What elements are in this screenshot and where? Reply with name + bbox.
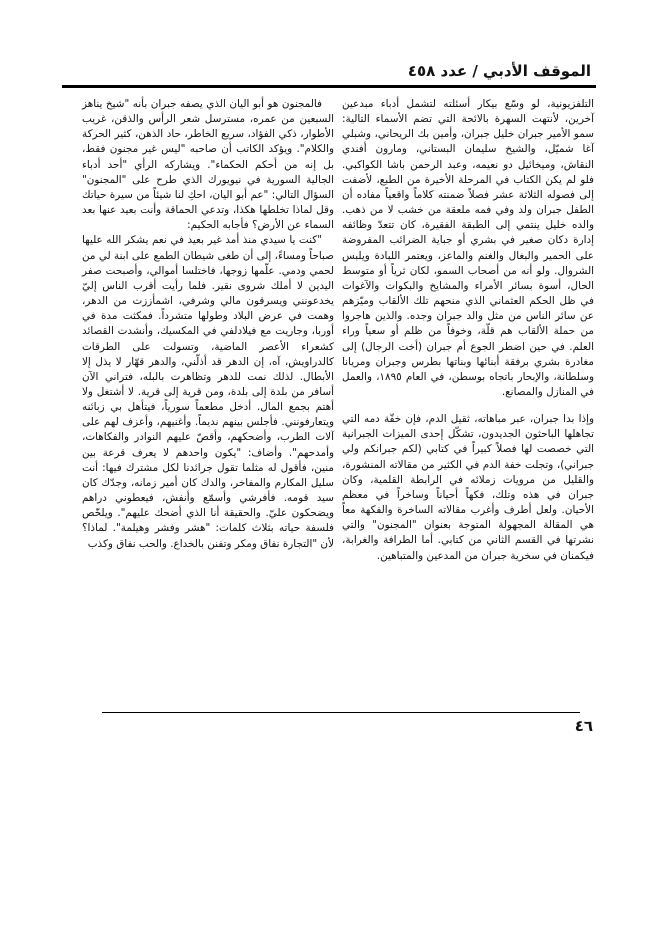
paragraph: فالمجنون هو أبو اليان الذي يصفه جبران بأنه "شيخ يناهز السبعين من عمره، مسترسل شعر الرأس والذقن، غريب الأطوار، ذكي الفؤاد، سريع الخاطر، حاد الذهن، كثير الحركة والكلام". ويؤكد الكاتب أن صاحبه "ليس غير مجنون فقط، بل إنه من أحكم الحكماء". ويشاركه الرأي "أحد أدباء الجالية السورية في نيويورك الذي طرح على "المجنون" السؤال التالي: "عم أبو اليان، احكِ لنا شيئاً من سيرة حياتك وقل لماذا تخلطها هكذا، وتدعي الحماقة وأنت بعيد عنها بعد السماء عن الأرض؟ فأجابه الحكيم: xyxy=(82,98,334,232)
paragraph: التلفزيونية، لو وسّع بيكار أسئلته لتشمل أدباء مبدعين آخرين، لأنتهت السهرة بالائحة التي تضم الأسماء التالية: سمو الأمير جبران خليل جبران، وأمين بك الريحاني، وشبلي آغا شميّل، والشيخ سليمان البستاني، ومارون أفندي النقاش، وميخائيل دو نعيمه، وعبد الرحمن باشا الكواكبي. فلو لم يكن الكتاب في المرحلة الأخيرة من الطبع، لأضفت إلى فصوله الثلاثة عشر فصلاً ضمنته كلاماً واقعياً مفاده أن الطفل جبران ولد وفي فمه ملعقة من خشب لا من ذهب. والده خليل ينتمي إلى الطبقة الفقيرة، كان تتعدّ وظائفه إدارة دكان صغير في بشري أو جباية الضرائب المفروضة على الحمير والبغال والغنم والماعز، ويعتمر اللبادة ويلبس الشروال. ولو أنه من أصحاب السمو، لكان ثرياً أو متوسط الحال، أسوة بسائر الأمراء والمشايخ والبكوات والآغوات في ظل الحكم العثماني الذي منحهم تلك الألقاب وميّزهم عن سائر الناس من مثل والد جبران وجده. والذين هاجروا من حملة الألقاب هم قلّة، وخوفاً من ظلم أو سعياً وراء العلم. في حين اضطر الجوع أم جبران (أخت الرجال) إلى مغادرة بشري برفقة أبنائها وبناتها بطرس وجبران ومريانا وسلطانة، والإبحار باتجاه بوسطن، في العام ١٨٩٥، والعمل في المنازل والمصانع. xyxy=(342,98,594,398)
header-divider xyxy=(62,85,596,88)
article-column-right xyxy=(342,97,594,564)
paragraph: "كنت يا سيدي منذ أمد غير بعيد في نعم يشكر الله عليها صباحاً ومساءً، إلى أن طغى شيطان الطمع على ابنة لي من لحمي ودمي. علّمها زوجها، فاختلسا أموالي، وأصبحت صفر اليدين لا أملك شروى نقير. فلما رأيت أقرب الناس إليّ يخدعونني ويسرقون مالي وشرفي، اشمأززت من الدهر، وهمت في عرض البلاد وطولها متشرداً. فمكثت مدة في أوربا، وجاريت مع فيلادلفي في المكسيك، وأنشدت القصائد كشعراء الأعصر الماضية، وتسولت على الطرقات كالدراويش، آه، إن الدهر قد أذلّني، والدهر قهّار لا يذل إلا الأبطال. لذلك نمت للدهر وتظاهرت بالبله، فتراني الآن أسافر من بلدة إلى بلدة، ومن قرية إلى قرية. لا أشتغل ولا أهتم بجمع المال. أدخل مطعماً سورياً، فيتأهل بي زبائنه ويتعارفونني. فأجلس بينهم نديماً. وأغنيهم، وأعزف لهم على آلات الطرب، وأضحكهم، وأقصّ عليهم النوادر والفكاهات، وأمدحهم". وأضاف: "يكون واحدهم لا يعرف قرعة بين منين، فأقول له مثلما تقول جرائدنا لكل مشترك فيها: أنت سليل المكارم والمفاخر، والدك كان أمير زمانه، وجدّك كان سيد قومه. فأفرشي وأسمّع وأنفش، فيعطوني دراهم ويضحكون عليّ. والحقيقة أنا الذي أضحك عليهم". ويلخّص فلسفة حياته بثلاث كلمات: "هشر وفشر وهيلمة". لماذا؟ لأن "التجارة نفاق ومكر وتفنن بالخداع. والحب نفاق وكذب xyxy=(82,234,334,550)
footer-divider xyxy=(102,712,580,713)
article-column-left xyxy=(82,97,334,552)
paragraph: وإذا بدا جبران، عبر مباهاته، ثقيل الدم، فإن خفّة دمه التي تجاهلها الباحثون الجديدون، تشكّل إحدى الميزات الجبرانية التي خصصت لها فصلاً كبيراً في كتابي (لكم جبرانكم ولي جبراني)، وتجلت خفة الدم في الكثير من مقالاته المنشورة، والقليل من مرويات زملائه في الرابطة القلمية، وكان جبران في هذه وتلك، فكهاً أحياناً وساخراً في معظم الأحيان. ولعل أطرف وأغرب مقالاته الساخرة والفكهة معاً هي المقالة المجهولة المتوجة بعنوان "المجنون" والتي نشرتها في القسم الثاني من كتابي. أما الطرافة والغرابة، فيكمنان في سخرية جبران من المدعين والمتباهين. xyxy=(342,413,594,562)
running-header-title: الموقف الأدبي / عدد ٤٥٨ xyxy=(407,62,591,80)
page-number: ٤٦ xyxy=(574,717,593,735)
